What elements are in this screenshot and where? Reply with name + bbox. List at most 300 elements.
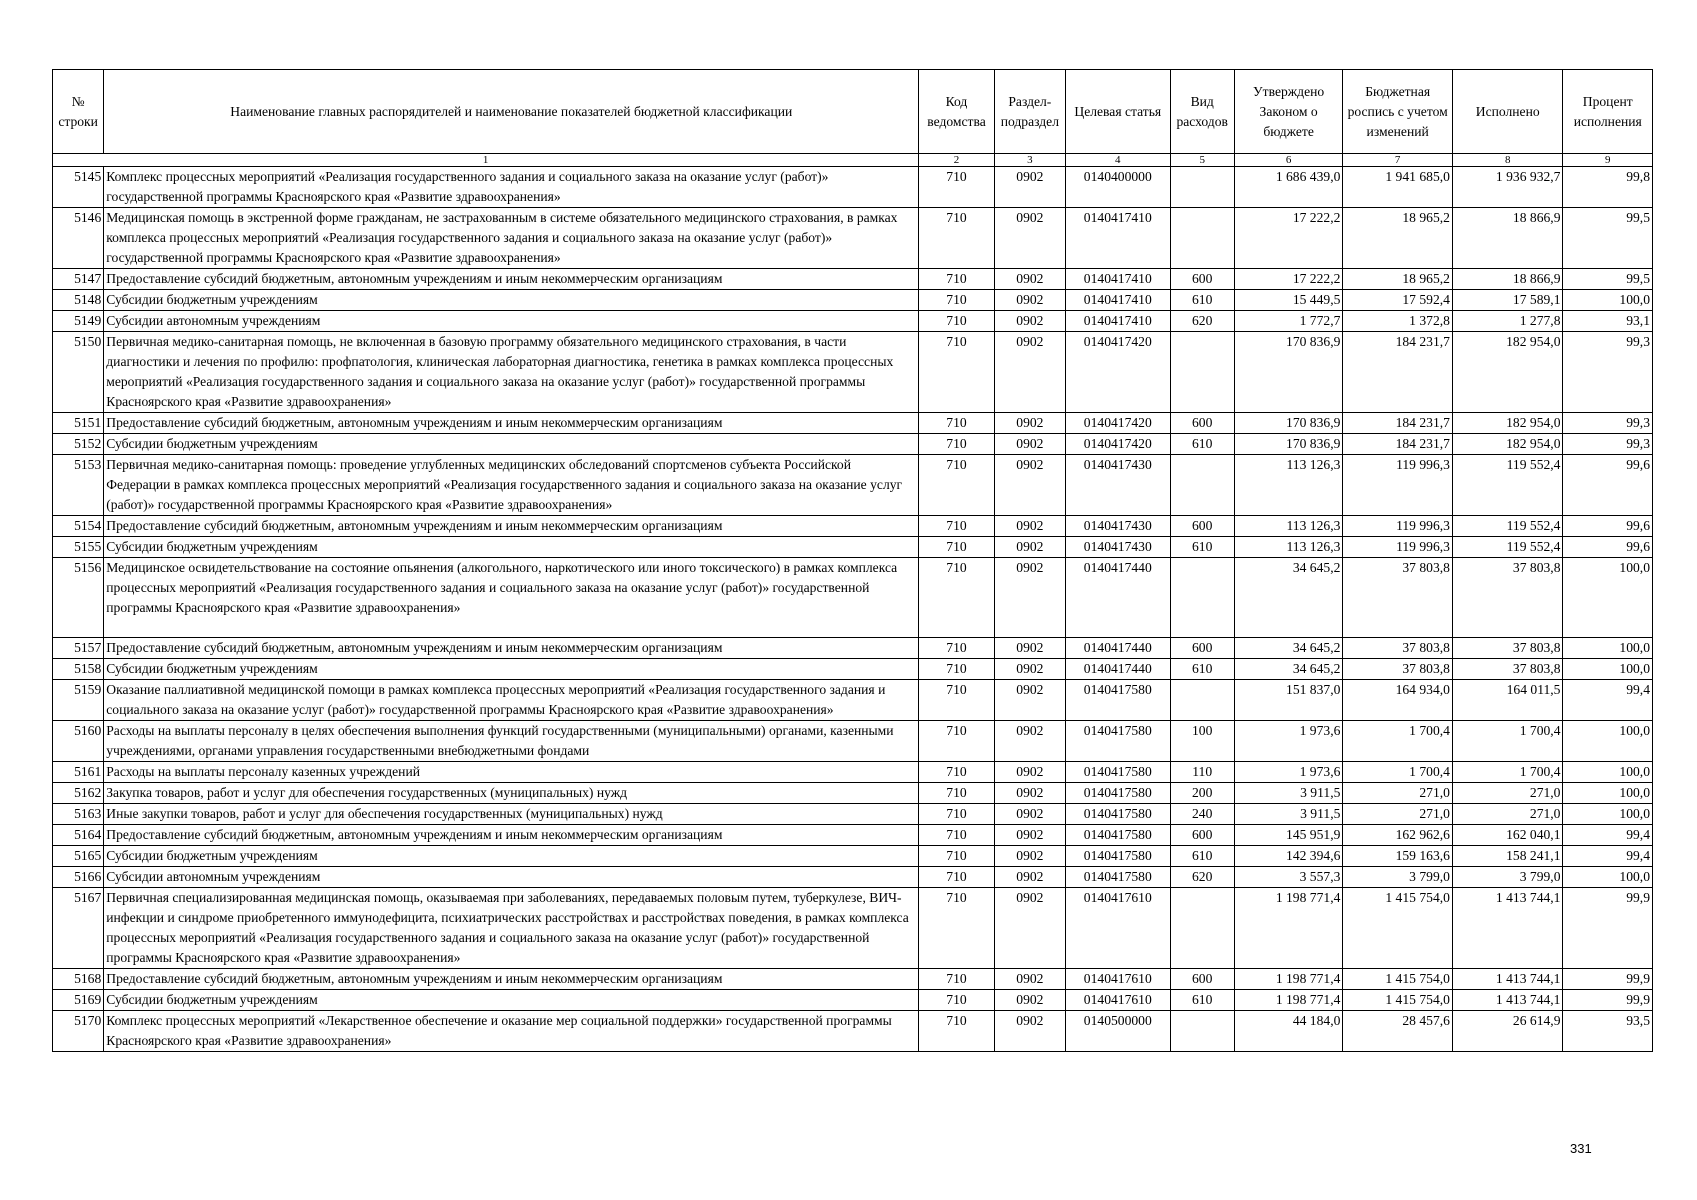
percent-cell: 100,0 [1563,558,1653,638]
target-article-cell: 0140417440 [1066,659,1171,680]
row-name-cell: Предоставление субсидий бюджетным, автономным учреждениям и иным некоммерческим организациям [104,516,919,537]
row-number-cell: 5145 [53,167,104,208]
executed-amount-cell: 1 413 744,1 [1452,888,1563,969]
budget-list-amount-cell: 1 415 754,0 [1343,969,1453,990]
target-article-cell: 0140417580 [1066,825,1171,846]
dept-code-cell: 710 [919,783,994,804]
expense-type-cell [1170,888,1234,969]
executed-amount-cell: 1 936 932,7 [1452,167,1563,208]
expense-type-cell [1170,167,1234,208]
expense-type-cell: 100 [1170,721,1234,762]
executed-amount-cell: 1 700,4 [1452,721,1563,762]
percent-cell: 99,3 [1563,413,1653,434]
target-article-cell: 0140417420 [1066,413,1171,434]
table-row [53,516,1653,537]
section-cell: 0902 [994,990,1065,1011]
table-row [53,825,1653,846]
expense-type-cell: 110 [1170,762,1234,783]
table-body [53,167,1653,1052]
approved-amount-cell: 113 126,3 [1234,516,1343,537]
row-number-cell: 5163 [53,804,104,825]
section-cell: 0902 [994,783,1065,804]
percent-cell: 99,9 [1563,888,1653,969]
executed-amount-cell: 3 799,0 [1452,867,1563,888]
row-name-cell: Медицинское освидетельствование на состояние опьянения (алкогольного, наркотического или иного токсического) в рамках комплекса процессных мероприятий «Реализация государственного задания и социального заказа на оказание услуг (работ)» государственной программы Красноярского края «Развитие здравоохранения» [104,558,919,638]
expense-type-cell: 610 [1170,990,1234,1011]
target-article-cell: 0140417430 [1066,516,1171,537]
row-name-cell: Субсидии бюджетным учреждениям [104,846,919,867]
section-cell: 0902 [994,680,1065,721]
column-number: 6 [1234,154,1343,167]
executed-amount-cell: 18 866,9 [1452,208,1563,269]
table-row [53,638,1653,659]
row-number-cell: 5167 [53,888,104,969]
header-budget-list: Бюджетная роспись с учетом изменений [1343,70,1453,154]
dept-code-cell: 710 [919,659,994,680]
expense-type-cell: 600 [1170,269,1234,290]
approved-amount-cell: 1 973,6 [1234,721,1343,762]
section-cell: 0902 [994,516,1065,537]
executed-amount-cell: 162 040,1 [1452,825,1563,846]
row-name-cell: Закупка товаров, работ и услуг для обеспечения государственных (муниципальных) нужд [104,783,919,804]
budget-execution-table [52,69,1653,1052]
budget-list-amount-cell: 37 803,8 [1343,659,1453,680]
dept-code-cell: 710 [919,969,994,990]
executed-amount-cell: 18 866,9 [1452,269,1563,290]
column-number-row [53,154,1653,167]
target-article-cell: 0140417580 [1066,867,1171,888]
budget-list-amount-cell: 164 934,0 [1343,680,1453,721]
executed-amount-cell: 1 277,8 [1452,311,1563,332]
expense-type-cell: 240 [1170,804,1234,825]
percent-cell: 93,5 [1563,1011,1653,1052]
target-article-cell: 0140417580 [1066,846,1171,867]
dept-code-cell: 710 [919,269,994,290]
row-number-cell: 5148 [53,290,104,311]
budget-list-amount-cell: 271,0 [1343,804,1453,825]
approved-amount-cell: 113 126,3 [1234,455,1343,516]
row-name-cell: Предоставление субсидий бюджетным, автономным учреждениям и иным некоммерческим организациям [104,825,919,846]
table-row [53,846,1653,867]
row-number-cell: 5161 [53,762,104,783]
section-cell: 0902 [994,455,1065,516]
approved-amount-cell: 142 394,6 [1234,846,1343,867]
row-name-cell: Субсидии автономным учреждениям [104,311,919,332]
expense-type-cell: 620 [1170,867,1234,888]
budget-list-amount-cell: 37 803,8 [1343,638,1453,659]
approved-amount-cell: 17 222,2 [1234,269,1343,290]
row-name-cell: Расходы на выплаты персоналу в целях обеспечения выполнения функций государственными (муниципальными) органами, казенными учреждениями, органами управления государственными внебюджетными фондами [104,721,919,762]
target-article-cell: 0140417580 [1066,762,1171,783]
section-cell: 0902 [994,969,1065,990]
approved-amount-cell: 170 836,9 [1234,332,1343,413]
expense-type-cell: 610 [1170,846,1234,867]
column-number: 2 [919,154,994,167]
budget-list-amount-cell: 17 592,4 [1343,290,1453,311]
table-row [53,969,1653,990]
expense-type-cell [1170,680,1234,721]
budget-list-amount-cell: 18 965,2 [1343,208,1453,269]
expense-type-cell: 600 [1170,638,1234,659]
expense-type-cell: 600 [1170,516,1234,537]
table-row [53,558,1653,638]
section-cell: 0902 [994,290,1065,311]
approved-amount-cell: 34 645,2 [1234,558,1343,638]
row-name-cell: Субсидии бюджетным учреждениям [104,537,919,558]
target-article-cell: 0140417420 [1066,434,1171,455]
dept-code-cell: 710 [919,537,994,558]
target-article-cell: 0140417610 [1066,969,1171,990]
row-name-cell: Расходы на выплаты персоналу казенных учреждений [104,762,919,783]
section-cell: 0902 [994,638,1065,659]
row-number-cell: 5162 [53,783,104,804]
header-dept-code: Код ведомства [919,70,994,154]
dept-code-cell: 710 [919,167,994,208]
dept-code-cell: 710 [919,434,994,455]
executed-amount-cell: 1 413 744,1 [1452,969,1563,990]
section-cell: 0902 [994,311,1065,332]
percent-cell: 100,0 [1563,783,1653,804]
row-number-cell: 5164 [53,825,104,846]
header-target-article: Целевая статья [1066,70,1171,154]
percent-cell: 99,3 [1563,434,1653,455]
budget-list-amount-cell: 184 231,7 [1343,332,1453,413]
section-cell: 0902 [994,167,1065,208]
section-cell: 0902 [994,1011,1065,1052]
percent-cell: 100,0 [1563,721,1653,762]
header-approved: Утверждено Законом о бюджете [1234,70,1343,154]
percent-cell: 100,0 [1563,290,1653,311]
section-cell: 0902 [994,888,1065,969]
target-article-cell: 0140417610 [1066,888,1171,969]
budget-list-amount-cell: 184 231,7 [1343,434,1453,455]
expense-type-cell: 610 [1170,290,1234,311]
dept-code-cell: 710 [919,311,994,332]
table-row [53,332,1653,413]
section-cell: 0902 [994,434,1065,455]
expense-type-cell [1170,455,1234,516]
section-cell: 0902 [994,762,1065,783]
dept-code-cell: 710 [919,413,994,434]
target-article-cell: 0140417410 [1066,290,1171,311]
dept-code-cell: 710 [919,1011,994,1052]
row-number-cell: 5151 [53,413,104,434]
row-number-cell: 5153 [53,455,104,516]
row-name-cell: Субсидии бюджетным учреждениям [104,659,919,680]
budget-list-amount-cell: 28 457,6 [1343,1011,1453,1052]
header-section: Раздел-подраздел [994,70,1065,154]
header-executed: Исполнено [1452,70,1563,154]
row-number-cell: 5157 [53,638,104,659]
section-cell: 0902 [994,269,1065,290]
dept-code-cell: 710 [919,332,994,413]
budget-list-amount-cell: 37 803,8 [1343,558,1453,638]
budget-list-amount-cell: 1 372,8 [1343,311,1453,332]
target-article-cell: 0140417580 [1066,804,1171,825]
target-article-cell: 0140417430 [1066,455,1171,516]
table-row [53,269,1653,290]
approved-amount-cell: 151 837,0 [1234,680,1343,721]
row-name-cell: Первичная специализированная медицинская помощь, оказываемая при заболеваниях, передаваемых половым путем, туберкулезе, ВИЧ-инфекции и синдроме приобретенного иммунодефицита, психиатрических расстройствах и расстройствах поведения, в рамках комплекса процессных мероприятий «Реализация государственного задания и социального заказа на оказание услуг (работ)» государственной программы Красноярского края «Развитие здравоохранения» [104,888,919,969]
approved-amount-cell: 1 772,7 [1234,311,1343,332]
percent-cell: 99,6 [1563,455,1653,516]
executed-amount-cell: 37 803,8 [1452,558,1563,638]
column-number: 1 [53,154,919,167]
approved-amount-cell: 145 951,9 [1234,825,1343,846]
approved-amount-cell: 170 836,9 [1234,434,1343,455]
budget-list-amount-cell: 162 962,6 [1343,825,1453,846]
target-article-cell: 0140417440 [1066,558,1171,638]
expense-type-cell: 610 [1170,537,1234,558]
approved-amount-cell: 113 126,3 [1234,537,1343,558]
table-row [53,537,1653,558]
dept-code-cell: 710 [919,721,994,762]
target-article-cell: 0140417580 [1066,680,1171,721]
table-row [53,311,1653,332]
percent-cell: 99,8 [1563,167,1653,208]
percent-cell: 93,1 [1563,311,1653,332]
table-row [53,990,1653,1011]
executed-amount-cell: 37 803,8 [1452,638,1563,659]
percent-cell: 99,3 [1563,332,1653,413]
executed-amount-cell: 182 954,0 [1452,413,1563,434]
section-cell: 0902 [994,537,1065,558]
target-article-cell: 0140417440 [1066,638,1171,659]
header-expense-type: Вид расходов [1170,70,1234,154]
table-row [53,413,1653,434]
column-number: 9 [1563,154,1653,167]
row-name-cell: Оказание паллиативной медицинской помощи в рамках комплекса процессных мероприятий «Реализация государственного задания и социального заказа на оказание услуг (работ)» государственной программы Красноярского края «Развитие здравоохранения» [104,680,919,721]
expense-type-cell: 600 [1170,969,1234,990]
expense-type-cell [1170,208,1234,269]
target-article-cell: 0140400000 [1066,167,1171,208]
budget-list-amount-cell: 1 415 754,0 [1343,888,1453,969]
expense-type-cell: 610 [1170,434,1234,455]
target-article-cell: 0140417610 [1066,990,1171,1011]
row-name-cell: Первичная медико-санитарная помощь, не включенная в базовую программу обязательного медицинского страхования, в части диагностики и лечения по профилю: профпатология, клиническая лабораторная диагностика, генетика в рамках комплекса процессных мероприятий «Реализация государственного задания и социального заказа на оказание услуг (работ)» государственной программы Красноярского края «Развитие здравоохранения» [104,332,919,413]
row-number-cell: 5147 [53,269,104,290]
row-number-cell: 5169 [53,990,104,1011]
approved-amount-cell: 17 222,2 [1234,208,1343,269]
percent-cell: 99,4 [1563,825,1653,846]
expense-type-cell [1170,1011,1234,1052]
budget-list-amount-cell: 119 996,3 [1343,455,1453,516]
dept-code-cell: 710 [919,990,994,1011]
dept-code-cell: 710 [919,762,994,783]
executed-amount-cell: 119 552,4 [1452,537,1563,558]
row-number-cell: 5146 [53,208,104,269]
expense-type-cell: 200 [1170,783,1234,804]
target-article-cell: 0140417410 [1066,311,1171,332]
table-row [53,867,1653,888]
section-cell: 0902 [994,825,1065,846]
executed-amount-cell: 119 552,4 [1452,455,1563,516]
budget-list-amount-cell: 18 965,2 [1343,269,1453,290]
table-row [53,804,1653,825]
executed-amount-cell: 1 413 744,1 [1452,990,1563,1011]
section-cell: 0902 [994,558,1065,638]
dept-code-cell: 710 [919,825,994,846]
percent-cell: 99,5 [1563,208,1653,269]
dept-code-cell: 710 [919,638,994,659]
approved-amount-cell: 1 198 771,4 [1234,969,1343,990]
approved-amount-cell: 3 557,3 [1234,867,1343,888]
executed-amount-cell: 26 614,9 [1452,1011,1563,1052]
row-number-cell: 5154 [53,516,104,537]
approved-amount-cell: 3 911,5 [1234,804,1343,825]
section-cell: 0902 [994,804,1065,825]
row-name-cell: Первичная медико-санитарная помощь: проведение углубленных медицинских обследований спортсменов субъекта Российской Федерации в рамках комплекса процессных мероприятий «Реализация государственного задания и социального заказа на оказание услуг (работ)» государственной программы Красноярского края «Развитие здравоохранения» [104,455,919,516]
approved-amount-cell: 34 645,2 [1234,638,1343,659]
executed-amount-cell: 164 011,5 [1452,680,1563,721]
executed-amount-cell: 271,0 [1452,783,1563,804]
row-number-cell: 5158 [53,659,104,680]
expense-type-cell [1170,332,1234,413]
executed-amount-cell: 158 241,1 [1452,846,1563,867]
row-number-cell: 5166 [53,867,104,888]
percent-cell: 99,6 [1563,537,1653,558]
column-number: 5 [1170,154,1234,167]
target-article-cell: 0140417410 [1066,269,1171,290]
table-row [53,783,1653,804]
executed-amount-cell: 37 803,8 [1452,659,1563,680]
executed-amount-cell: 271,0 [1452,804,1563,825]
header-row-number: № строки [53,70,104,154]
approved-amount-cell: 1 973,6 [1234,762,1343,783]
table-row [53,290,1653,311]
row-number-cell: 5155 [53,537,104,558]
percent-cell: 100,0 [1563,638,1653,659]
table-header-row [53,70,1653,154]
approved-amount-cell: 3 911,5 [1234,783,1343,804]
table-row [53,167,1653,208]
section-cell: 0902 [994,721,1065,762]
row-name-cell: Иные закупки товаров, работ и услуг для обеспечения государственных (муниципальных) нужд [104,804,919,825]
column-number: 8 [1452,154,1563,167]
executed-amount-cell: 17 589,1 [1452,290,1563,311]
header-percent: Процент исполнения [1563,70,1653,154]
approved-amount-cell: 34 645,2 [1234,659,1343,680]
dept-code-cell: 710 [919,290,994,311]
section-cell: 0902 [994,846,1065,867]
approved-amount-cell: 15 449,5 [1234,290,1343,311]
section-cell: 0902 [994,867,1065,888]
dept-code-cell: 710 [919,208,994,269]
table-row [53,455,1653,516]
dept-code-cell: 710 [919,558,994,638]
dept-code-cell: 710 [919,888,994,969]
row-name-cell: Субсидии бюджетным учреждениям [104,290,919,311]
executed-amount-cell: 1 700,4 [1452,762,1563,783]
column-number: 4 [1066,154,1171,167]
approved-amount-cell: 1 198 771,4 [1234,888,1343,969]
row-name-cell: Субсидии бюджетным учреждениям [104,434,919,455]
row-number-cell: 5150 [53,332,104,413]
dept-code-cell: 710 [919,455,994,516]
percent-cell: 99,4 [1563,846,1653,867]
column-number: 7 [1343,154,1453,167]
target-article-cell: 0140417580 [1066,783,1171,804]
percent-cell: 99,9 [1563,969,1653,990]
percent-cell: 99,4 [1563,680,1653,721]
table-row [53,1011,1653,1052]
percent-cell: 99,9 [1563,990,1653,1011]
table-row [53,888,1653,969]
row-name-cell: Комплекс процессных мероприятий «Реализация государственного задания и социального заказа на оказание услуг (работ)» государственной программы Красноярского края «Развитие здравоохранения» [104,167,919,208]
row-number-cell: 5160 [53,721,104,762]
expense-type-cell: 610 [1170,659,1234,680]
budget-list-amount-cell: 271,0 [1343,783,1453,804]
executed-amount-cell: 182 954,0 [1452,434,1563,455]
row-number-cell: 5152 [53,434,104,455]
table-row [53,762,1653,783]
executed-amount-cell: 182 954,0 [1452,332,1563,413]
row-number-cell: 5168 [53,969,104,990]
expense-type-cell [1170,558,1234,638]
dept-code-cell: 710 [919,680,994,721]
row-name-cell: Предоставление субсидий бюджетным, автономным учреждениям и иным некоммерческим организациям [104,969,919,990]
dept-code-cell: 710 [919,867,994,888]
target-article-cell: 0140417420 [1066,332,1171,413]
row-name-cell: Субсидии автономным учреждениям [104,867,919,888]
column-number: 3 [994,154,1065,167]
approved-amount-cell: 1 686 439,0 [1234,167,1343,208]
row-name-cell: Предоставление субсидий бюджетным, автономным учреждениям и иным некоммерческим организациям [104,413,919,434]
row-name-cell: Предоставление субсидий бюджетным, автономным учреждениям и иным некоммерческим организациям [104,269,919,290]
row-name-cell: Комплекс процессных мероприятий «Лекарственное обеспечение и оказание мер социальной поддержки» государственной программы Красноярского края «Развитие здравоохранения» [104,1011,919,1052]
row-name-cell: Медицинская помощь в экстренной форме гражданам, не застрахованным в системе обязательного медицинского страхования, в рамках комплекса процессных мероприятий «Реализация государственного задания и социального заказа на оказание услуг (работ)» государственной программы Красноярского края «Развитие здравоохранения» [104,208,919,269]
budget-list-amount-cell: 1 700,4 [1343,721,1453,762]
table-row [53,680,1653,721]
table-row [53,434,1653,455]
row-number-cell: 5159 [53,680,104,721]
budget-list-amount-cell: 119 996,3 [1343,537,1453,558]
approved-amount-cell: 170 836,9 [1234,413,1343,434]
budget-list-amount-cell: 1 941 685,0 [1343,167,1453,208]
budget-list-amount-cell: 1 700,4 [1343,762,1453,783]
budget-list-amount-cell: 3 799,0 [1343,867,1453,888]
section-cell: 0902 [994,208,1065,269]
dept-code-cell: 710 [919,804,994,825]
table-row [53,208,1653,269]
row-number-cell: 5156 [53,558,104,638]
row-name-cell: Предоставление субсидий бюджетным, автономным учреждениям и иным некоммерческим организациям [104,638,919,659]
expense-type-cell: 600 [1170,825,1234,846]
target-article-cell: 0140417430 [1066,537,1171,558]
budget-list-amount-cell: 184 231,7 [1343,413,1453,434]
approved-amount-cell: 44 184,0 [1234,1011,1343,1052]
dept-code-cell: 710 [919,516,994,537]
percent-cell: 99,5 [1563,269,1653,290]
target-article-cell: 0140500000 [1066,1011,1171,1052]
approved-amount-cell: 1 198 771,4 [1234,990,1343,1011]
expense-type-cell: 620 [1170,311,1234,332]
percent-cell: 99,6 [1563,516,1653,537]
percent-cell: 100,0 [1563,867,1653,888]
row-number-cell: 5170 [53,1011,104,1052]
section-cell: 0902 [994,332,1065,413]
row-number-cell: 5165 [53,846,104,867]
dept-code-cell: 710 [919,846,994,867]
table-row [53,721,1653,762]
page-number: 331 [1570,1141,1592,1156]
percent-cell: 100,0 [1563,804,1653,825]
header-name: Наименование главных распорядителей и наименование показателей бюджетной классификации [104,70,919,154]
budget-list-amount-cell: 1 415 754,0 [1343,990,1453,1011]
table-row [53,659,1653,680]
row-number-cell: 5149 [53,311,104,332]
budget-list-amount-cell: 119 996,3 [1343,516,1453,537]
